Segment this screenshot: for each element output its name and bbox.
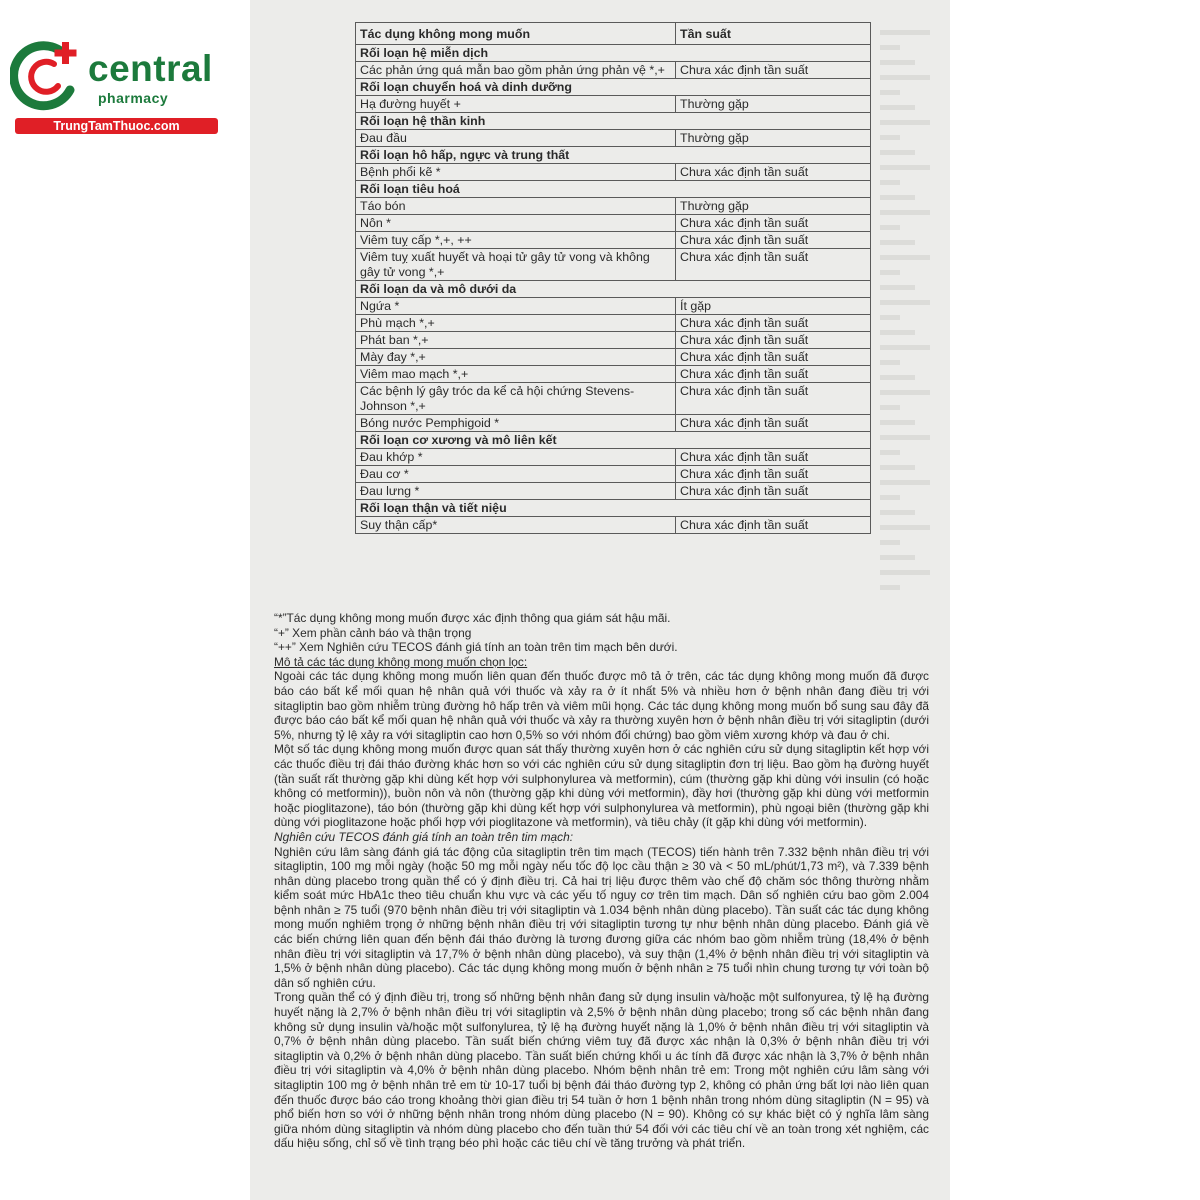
frequency-cell: Chưa xác định tần suất <box>676 517 871 534</box>
table-group-row <box>356 281 871 298</box>
bleed-through-line <box>880 225 900 230</box>
effect-cell: Bệnh phổi kẽ * <box>356 164 676 181</box>
effect-cell: Đau cơ * <box>356 466 676 483</box>
table-group-row <box>356 45 871 62</box>
bleed-through-line <box>880 45 900 50</box>
frequency-cell: Chưa xác định tần suất <box>676 315 871 332</box>
frequency-cell: Thường gặp <box>676 96 871 113</box>
bleed-through-line <box>880 240 915 245</box>
table-row <box>356 366 871 383</box>
table-header-row <box>356 23 871 45</box>
frequency-cell: Chưa xác định tần suất <box>676 62 871 79</box>
frequency-cell: Chưa xác định tần suất <box>676 164 871 181</box>
table-group-row <box>356 79 871 96</box>
leaflet-text <box>274 611 929 1151</box>
central-pharmacy-logo <box>10 38 220 138</box>
bleed-through-line <box>880 465 915 470</box>
table-row <box>356 298 871 315</box>
effect-cell: Phù mạch *,+ <box>356 315 676 332</box>
frequency-cell: Chưa xác định tần suất <box>676 249 871 281</box>
bleed-through-line <box>880 585 900 590</box>
effect-cell: Táo bón <box>356 198 676 215</box>
table-row <box>356 232 871 249</box>
table-row <box>356 332 871 349</box>
table-row <box>356 383 871 415</box>
effect-cell: Ngứa * <box>356 298 676 315</box>
bleed-through-line <box>880 300 930 305</box>
table-row <box>356 349 871 366</box>
bleed-through-line <box>880 360 900 365</box>
paragraph-tecos: Nghiên cứu lâm sàng đánh giá tác động của sitagliptin trên tim mạch (TECOS) tiến hành trên 7.332 bệnh nhân điều trị với sitagliptin, 100 mg mỗi ngày (hoặc 50 mg mỗi ngày nếu tốc độ lọc cầu thận ≥ 30 và < 50 mL/phút/1,73 m²), và 7.339 bệnh nhân dùng placebo trong quần thể có ý định điều trị. Cả hai trị liệu được thêm vào chế độ chăm sóc thông thường nhằm kiểm soát mức HbA1c theo tiêu chuẩn khu vực và các yếu tố nguy cơ trên tim mạch. Dân số nghiên cứu bao gồm 2.004 bệnh nhân ≥ 75 tuổi (970 bệnh nhân điều trị với sitagliptin và 1.034 bệnh nhân dùng placebo). Tần suất các tác dụng không mong muốn nghiêm trọng ở những bệnh nhân điều trị với sitagliptin tương tự như bệnh nhân dùng placebo. Đánh giá về các biến chứng liên quan đến bệnh đái tháo đường là tương đương giữa các nhóm bao gồm nhiễm trùng (18,4% ở bệnh nhân điều trị với sitagliptin và 17,7% ở bệnh nhân dùng placebo), và suy thận (1,4% ở bệnh nhân điều trị với sitagliptin và 1,5% ở bệnh nhân dùng placebo). Các tác dụng không mong muốn ở bệnh nhân ≥ 75 tuổi nhìn chung tương tự với toàn bộ dân số nghiên cứu. <box>274 844 929 990</box>
bleed-through-line <box>880 330 915 335</box>
frequency-cell: Ít gặp <box>676 298 871 315</box>
bleed-through-line <box>880 270 900 275</box>
group-title: Rối loạn chuyển hoá và dinh dưỡng <box>356 79 871 96</box>
frequency-cell: Chưa xác định tần suất <box>676 466 871 483</box>
bleed-through-line <box>880 105 915 110</box>
leaflet-page <box>250 0 950 1200</box>
paragraph-selected-effects: Ngoài các tác dụng không mong muốn liên quan đến thuốc được mô tả ở trên, các tác dụng không mong muốn đã được báo cáo bất kể mối quan hệ nhân quả với thuốc và xảy ra ở ít nhất 5% và nhiều hơn ở bệnh nhân đang điều trị với sitagliptin bao gồm nhiễm trùng đường hô hấp trên và viêm mũi họng. Các tác dụng không mong muốn bổ sung sau đây đã được báo cáo bất kể mối quan hệ nhân quả với thuốc và xảy ra thường xuyên hơn ở bệnh nhân điều trị với sitagliptin (dưới 5%, nhưng tỷ lệ xảy ra với sitagliptin cao hơn 0,5% so với nhóm đối chứng) bao gồm viêm xương khớp và đau ở chi. <box>274 669 929 742</box>
bleed-through-line <box>880 30 930 35</box>
effect-cell: Bóng nước Pemphigoid * <box>356 415 676 432</box>
bleed-through-line <box>880 480 930 485</box>
frequency-cell: Chưa xác định tần suất <box>676 383 871 415</box>
effect-cell: Mày đay *,+ <box>356 349 676 366</box>
bleed-through-line <box>880 555 915 560</box>
table-row <box>356 315 871 332</box>
logo-mark-icon <box>10 38 88 116</box>
effect-cell: Suy thận cấp* <box>356 517 676 534</box>
bleed-through-line <box>880 210 930 215</box>
frequency-cell: Chưa xác định tần suất <box>676 332 871 349</box>
effect-cell: Đau khớp * <box>356 449 676 466</box>
paragraph-hypoglycemia-pediatric: Trong quần thể có ý định điều trị, trong số những bệnh nhân đang sử dụng insulin và/hoặc một sulfonyurea, tỷ lệ hạ đường huyết nặng là 2,7% ở bệnh nhân điều trị với sitagliptin và 2,5% ở bệnh nhân dùng placebo; trong số các bệnh nhân đang không sử dụng insulin và/hoặc một sulfonylurea, tỷ lệ hạ đường huyết nặng là 1,0% ở bệnh nhân điều trị với sitagliptin và 0,7% ở bệnh nhân dùng placebo. Tần suất biến chứng viêm tuỵ đã được xác nhận là 0,3% ở bệnh nhân điều trị với sitagliptin và 0,2% ở bệnh nhân dùng placebo. Tần suất biến chứng khối u ác tính đã được xác nhận là 3,7% ở bệnh nhân điều trị với sitagliptin và 4,0% ở bệnh nhân dùng placebo. Nhóm bệnh nhân trẻ em: Trong một nghiên cứu lâm sàng với sitagliptin 100 mg ở bệnh nhân trẻ em từ 10-17 tuổi bị bệnh đái tháo đường typ 2, không có phản ứng bất lợi nào liên quan đến thuốc được báo cáo trong khoảng thời gian điều trị 54 tuần ở hơn 1 bệnh nhân trong nhóm dùng sitagliptin (N = 95) và phổ biến hơn so với ở những bệnh nhân trong nhóm dùng placebo (N = 90). Không có sự khác biệt có ý nghĩa lâm sàng giữa nhóm dùng sitagliptin và nhóm dùng placebo cho đến tuần thứ 54 đối với các tiêu chí về an toàn trong xét nghiệm, các dấu hiệu sống, chỉ số về tình trạng béo phì hoặc các tiêu chí về tăng trưởng và phát triển. <box>274 990 929 1151</box>
bleed-through-line <box>880 570 930 575</box>
adverse-effects-table-body <box>356 23 871 534</box>
table-group-row <box>356 181 871 198</box>
table-row <box>356 62 871 79</box>
frequency-cell: Thường gặp <box>676 130 871 147</box>
table-row <box>356 483 871 500</box>
effect-cell: Viêm mao mạch *,+ <box>356 366 676 383</box>
effect-cell: Đau lưng * <box>356 483 676 500</box>
bleed-through-line <box>880 285 915 290</box>
bleed-through-line <box>880 420 915 425</box>
bleed-through-line <box>880 495 900 500</box>
bleed-through-line <box>880 315 900 320</box>
effect-cell: Viêm tuỵ xuất huyết và hoại tử gây tử vong và không gây tử vong *,+ <box>356 249 676 281</box>
footnote-asterisk: “*”Tác dụng không mong muốn được xác định thông qua giám sát hậu mãi. <box>274 611 671 625</box>
table-row <box>356 164 871 181</box>
table-row <box>356 96 871 113</box>
table-row <box>356 249 871 281</box>
effect-cell: Đau đầu <box>356 130 676 147</box>
paragraph-combination-therapy: Một số tác dụng không mong muốn được quan sát thấy thường xuyên hơn ở các nghiên cứu sử dụng sitagliptin kết hợp với các thuốc điều trị đái tháo đường khác hơn so với các nghiên cứu sử dụng sitagliptin đơn trị liệu. Bao gồm hạ đường huyết (tần suất rất thường gặp khi dùng kết hợp với sulphonylurea và metformin), cúm (thường gặp khi dùng với insulin (có hoặc không có metformin)), buồn nôn và nôn (thường gặp khi dùng với metformin), đầy hơi (thường gặp khi dùng với metformin hoặc pioglitazone), táo bón (thường gặp khi dùng kết hợp với sulphonylurea và metformin), phù ngoại biên (thường gặp khi dùng với pioglitazone hoặc phối hợp với pioglitazone và metformin), và tiêu chảy (ít gặp khi dùng với metformin). <box>274 742 929 830</box>
bleed-through-line <box>880 405 900 410</box>
header-effect: Tác dụng không mong muốn <box>356 23 676 45</box>
frequency-cell: Chưa xác định tần suất <box>676 215 871 232</box>
group-title: Rối loạn thận và tiết niệu <box>356 500 871 517</box>
table-group-row <box>356 147 871 164</box>
footnote-double-plus: “++” Xem Nghiên cứu TECOS đánh giá tính an toàn trên tim mạch bên dưới. <box>274 640 678 655</box>
bleed-through-line <box>880 180 900 185</box>
bleed-through-line <box>880 390 930 395</box>
bleed-through-line <box>880 435 930 440</box>
frequency-cell: Chưa xác định tần suất <box>676 366 871 383</box>
table-group-row <box>356 500 871 517</box>
table-row <box>356 517 871 534</box>
frequency-cell: Thường gặp <box>676 198 871 215</box>
bleed-through-line <box>880 345 930 350</box>
effect-cell: Hạ đường huyết + <box>356 96 676 113</box>
table-row <box>356 415 871 432</box>
tecos-heading: Nghiên cứu TECOS đánh giá tính an toàn trên tim mạch: <box>274 829 574 844</box>
group-title: Rối loạn hô hấp, ngực và trung thất <box>356 147 871 164</box>
frequency-cell: Chưa xác định tần suất <box>676 449 871 466</box>
logo-website: TrungTamThuoc.com <box>15 118 218 134</box>
header-frequency: Tần suất <box>676 23 871 45</box>
table-group-row <box>356 113 871 130</box>
table-row <box>356 449 871 466</box>
table-row <box>356 198 871 215</box>
bleed-through-line <box>880 75 930 80</box>
bleed-through-line <box>880 195 915 200</box>
group-title: Rối loạn cơ xương và mô liên kết <box>356 432 871 449</box>
table-group-row <box>356 432 871 449</box>
bleed-through-line <box>880 60 915 65</box>
bleed-through-line <box>880 90 900 95</box>
adverse-effects-table <box>355 22 871 534</box>
frequency-cell: Chưa xác định tần suất <box>676 415 871 432</box>
footnote-plus: “+” Xem phần cảnh báo và thận trọng <box>274 625 472 640</box>
frequency-cell: Chưa xác định tần suất <box>676 232 871 249</box>
bleed-through-line <box>880 165 930 170</box>
logo-brand-name: central <box>88 48 213 89</box>
group-title: Rối loạn hệ miễn dịch <box>356 45 871 62</box>
effect-cell: Viêm tuỵ cấp *,+, ++ <box>356 232 676 249</box>
table-row <box>356 466 871 483</box>
bleed-through-line <box>880 120 930 125</box>
bleed-through-line <box>880 135 900 140</box>
group-title: Rối loạn hệ thần kinh <box>356 113 871 130</box>
frequency-cell: Chưa xác định tần suất <box>676 483 871 500</box>
effect-cell: Các bệnh lý gây tróc da kể cả hội chứng Stevens-Johnson *,+ <box>356 383 676 415</box>
table-row <box>356 215 871 232</box>
effect-cell: Nôn * <box>356 215 676 232</box>
frequency-cell: Chưa xác định tần suất <box>676 349 871 366</box>
bleed-through-line <box>880 450 900 455</box>
effect-cell: Các phản ứng quá mẫn bao gồm phản ứng phản vệ *,+ <box>356 62 676 79</box>
bleed-through-line <box>880 540 900 545</box>
bleed-through-line <box>880 375 915 380</box>
logo-brand-sub: pharmacy <box>98 90 169 106</box>
bleed-through-line <box>880 255 930 260</box>
section-heading: Mô tả các tác dụng không mong muốn chọn lọc: <box>274 654 528 669</box>
bleed-through-line <box>880 525 930 530</box>
table-row <box>356 130 871 147</box>
effect-cell: Phát ban *,+ <box>356 332 676 349</box>
group-title: Rối loạn da và mô dưới da <box>356 281 871 298</box>
group-title: Rối loạn tiêu hoá <box>356 181 871 198</box>
bleed-through-line <box>880 510 915 515</box>
bleed-through-line <box>880 150 915 155</box>
